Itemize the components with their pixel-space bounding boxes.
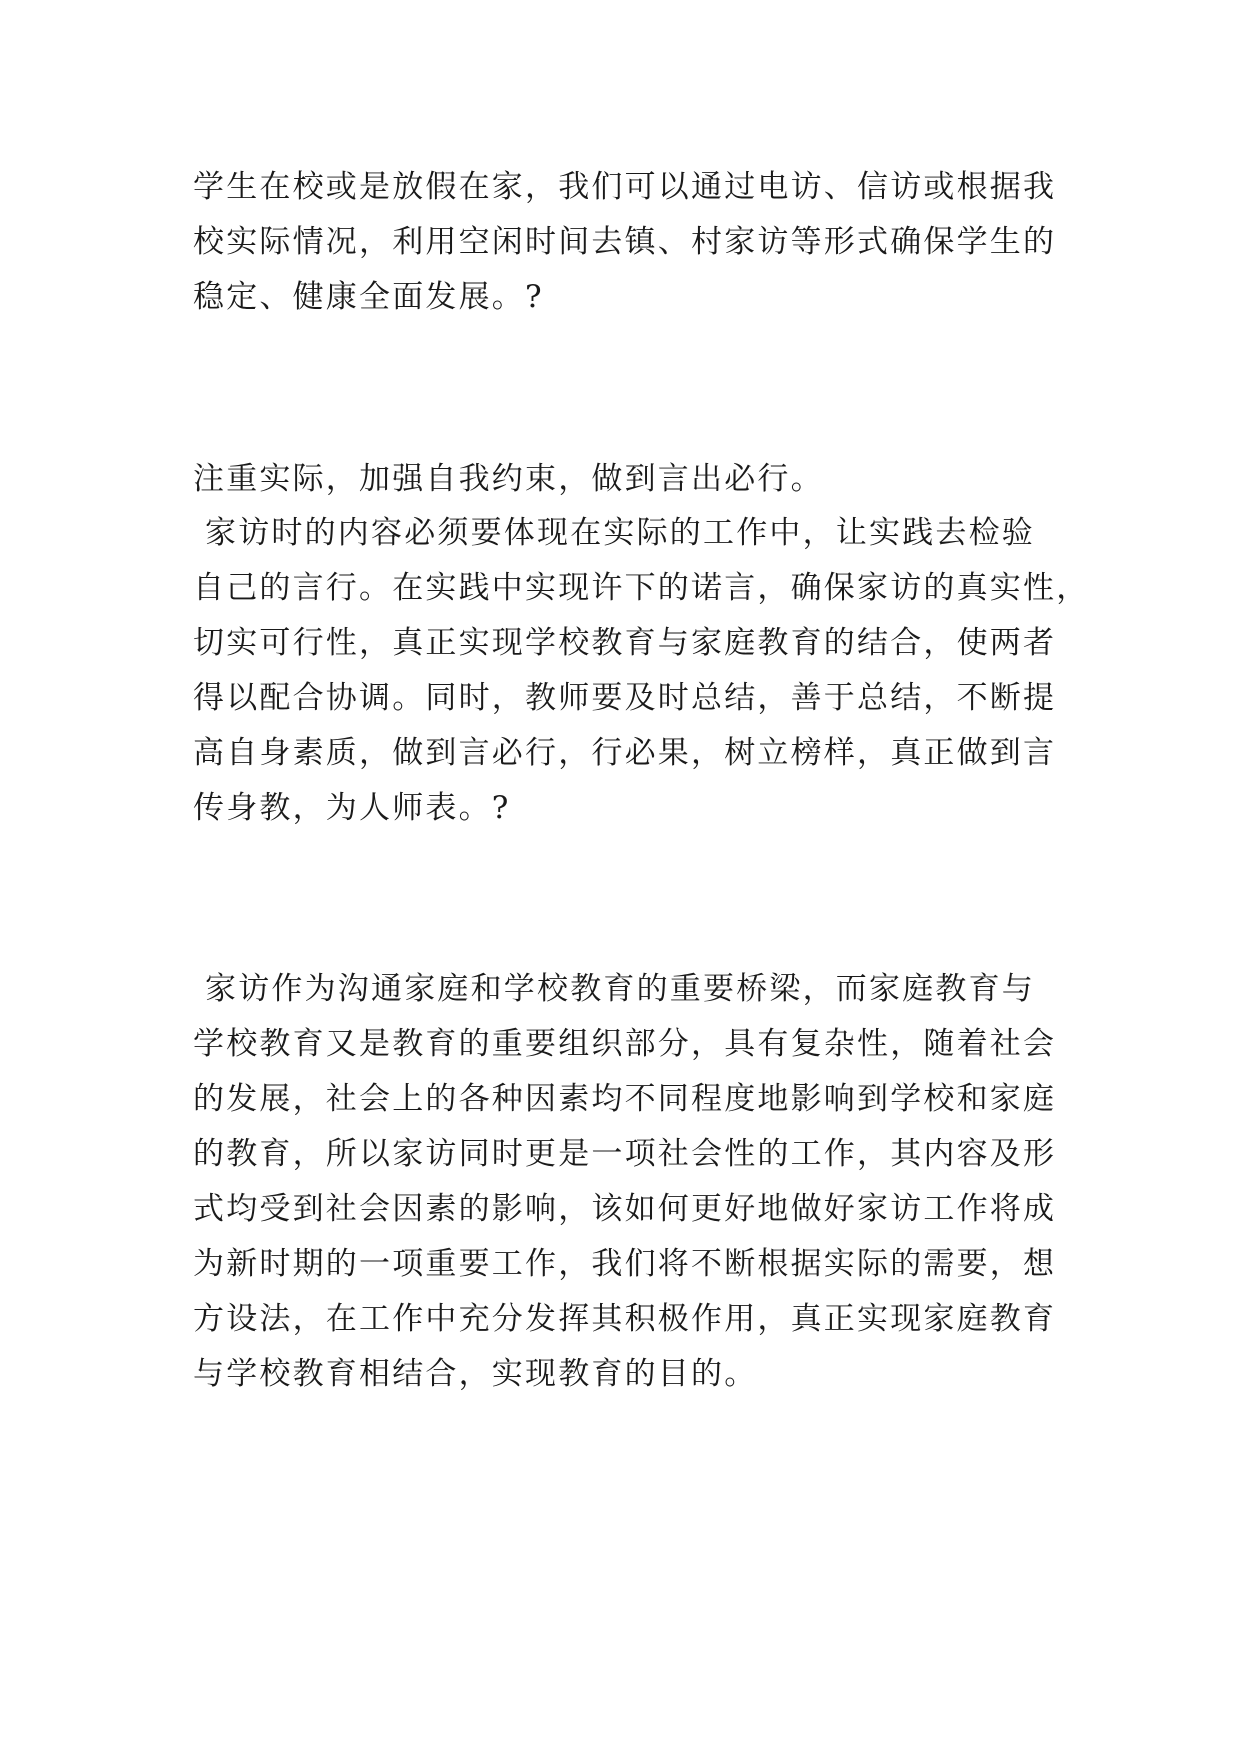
section-heading: 注重实际，加强自我约束，做到言出必行。 xyxy=(193,461,824,497)
paragraph-3-line-3: 的发展，社会上的各种因素均不同程度地影响到学校和家庭 xyxy=(193,1081,1057,1117)
paragraph-2-line-3: 切实可行性，真正实现学校教育与家庭教育的结合，使两者 xyxy=(193,625,1057,661)
paragraph-1-line-3: 稳定、健康全面发展。? xyxy=(193,279,544,315)
paragraph-2-line-5: 高自身素质，做到言必行，行必果，树立榜样，真正做到言 xyxy=(193,735,1057,771)
paragraph-2-line-4: 得以配合协调。同时，教师要及时总结，善于总结，不断提 xyxy=(193,680,1057,716)
paragraph-2-line-2: 自己的言行。在实践中实现许下的诺言，确保家访的真实性， xyxy=(193,570,1090,606)
paragraph-2-line-6: 传身教，为人师表。? xyxy=(193,790,511,826)
paragraph-3-line-5: 式均受到社会因素的影响，该如何更好地做好家访工作将成 xyxy=(193,1191,1057,1227)
paragraph-3-line-7: 方设法，在工作中充分发挥其积极作用，真正实现家庭教育 xyxy=(193,1301,1057,1337)
paragraph-3-line-8: 与学校教育相结合，实现教育的目的。 xyxy=(193,1356,758,1392)
paragraph-3-line-1: 家访作为沟通家庭和学校教育的重要桥梁，而家庭教育与 xyxy=(205,971,1035,1007)
paragraph-3-line-6: 为新时期的一项重要工作，我们将不断根据实际的需要，想 xyxy=(193,1246,1057,1282)
paragraph-1-line-1: 学生在校或是放假在家，我们可以通过电访、信访或根据我 xyxy=(193,169,1057,205)
paragraph-3-line-2: 学校教育又是教育的重要组织部分，具有复杂性，随着社会 xyxy=(193,1026,1057,1062)
paragraph-3-line-4: 的教育，所以家访同时更是一项社会性的工作，其内容及形 xyxy=(193,1136,1057,1172)
paragraph-1-line-2: 校实际情况，利用空闲时间去镇、村家访等形式确保学生的 xyxy=(193,224,1057,260)
paragraph-2-line-1: 家访时的内容必须要体现在实际的工作中，让实践去检验 xyxy=(205,515,1035,551)
